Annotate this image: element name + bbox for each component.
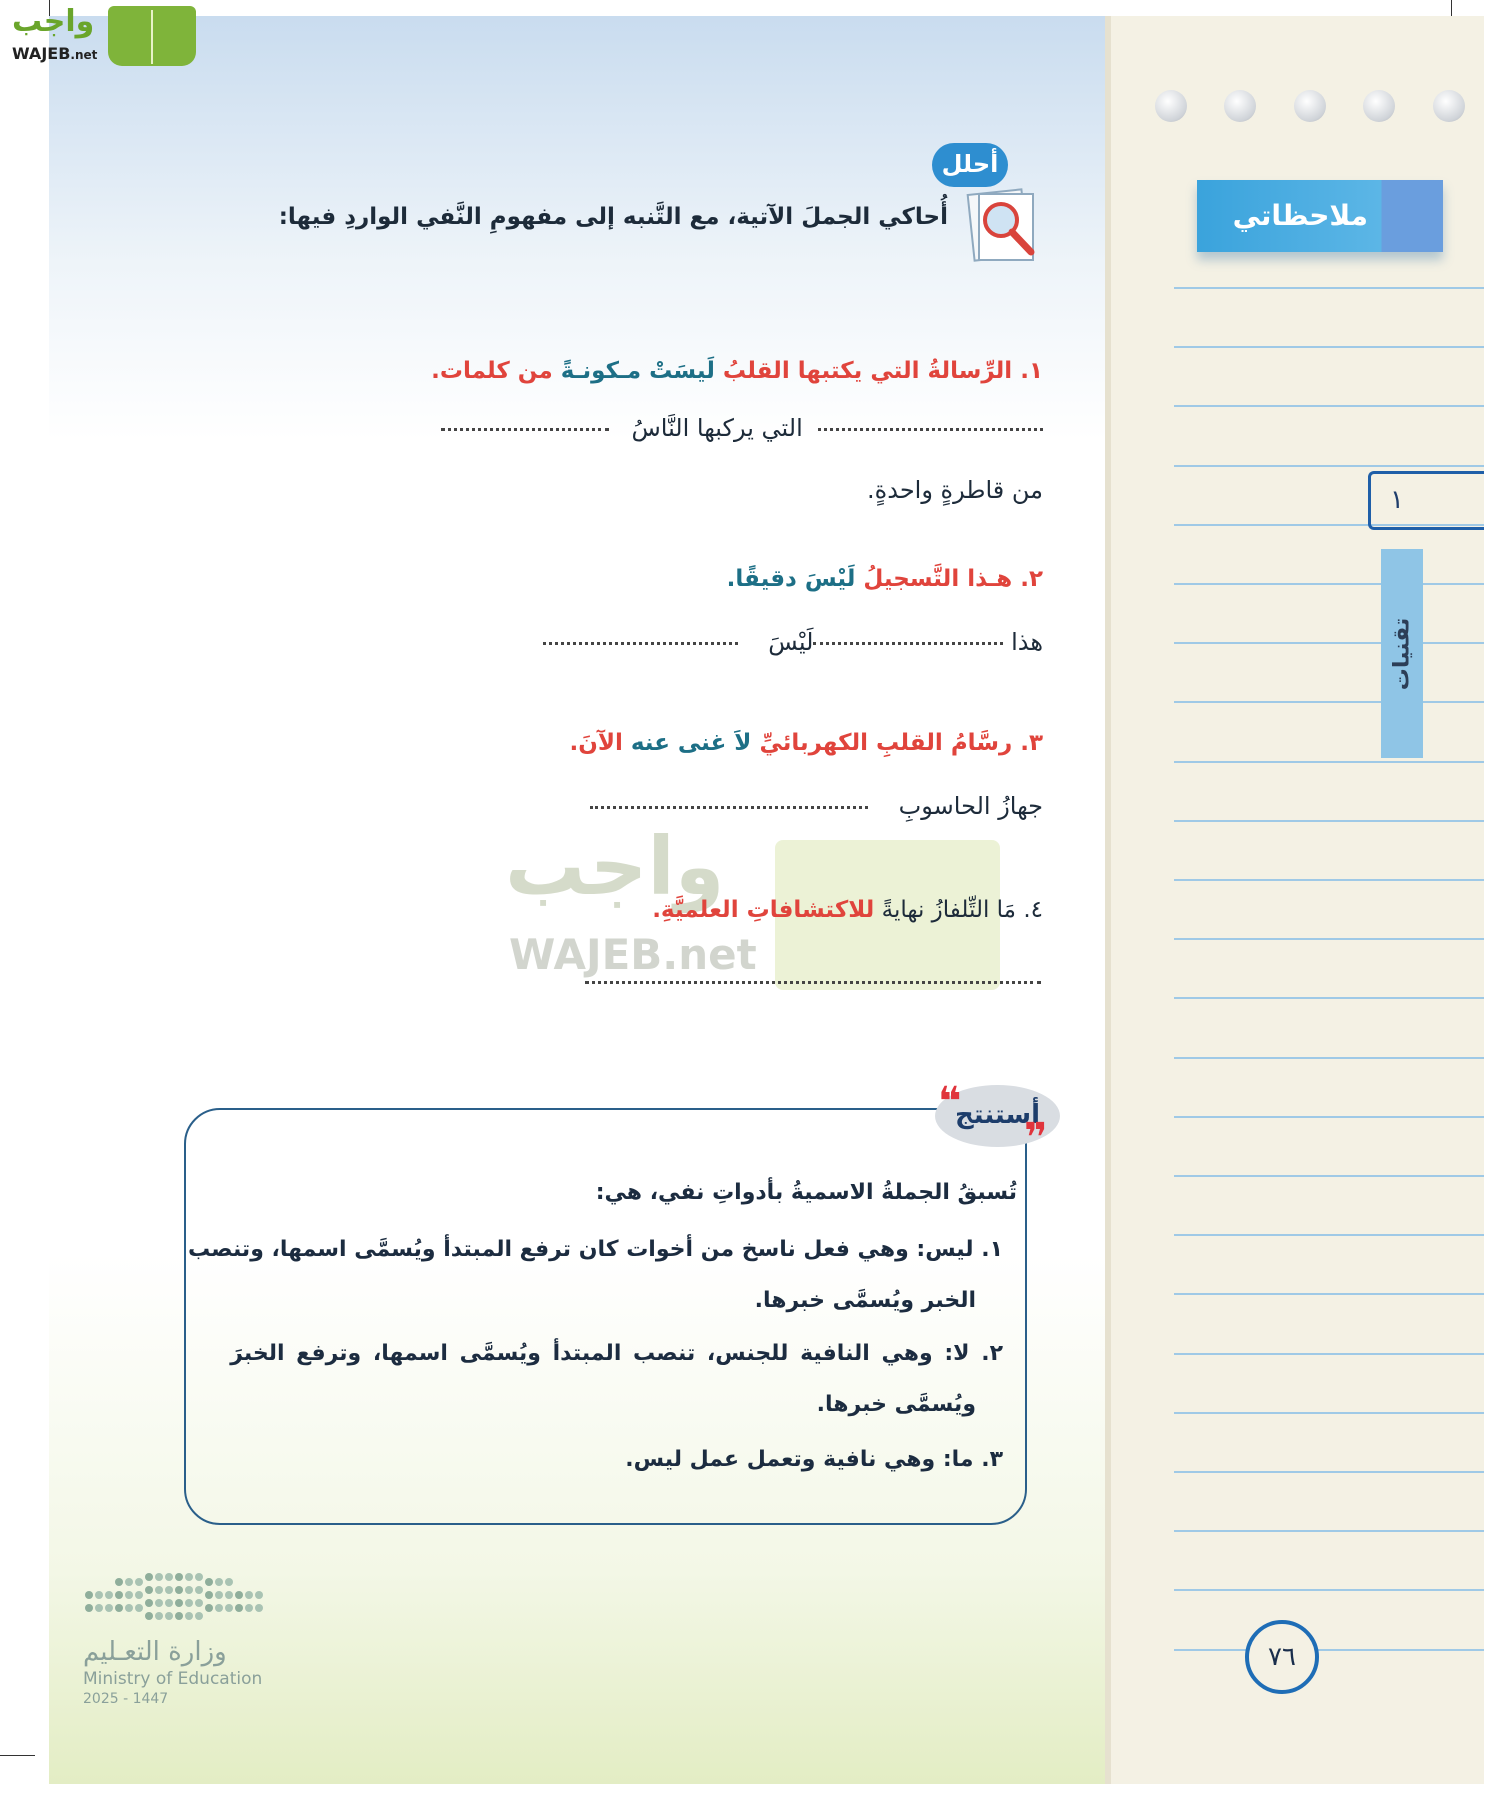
- note-line: [1174, 583, 1484, 585]
- note-line: [1174, 1589, 1484, 1591]
- binder-hole: [1363, 90, 1395, 122]
- note-line: [1174, 1412, 1484, 1414]
- note-line: [1174, 346, 1484, 348]
- quote-close-icon: ❞: [1024, 1115, 1048, 1161]
- note-line: [1174, 1234, 1484, 1236]
- ministry-logo: وزارة التعـليم Ministry of Education 2025 - 1447: [83, 1561, 263, 1707]
- item-2: ٢. هـذا التَّسجيلُ لَيْسَ دقيقًا.: [726, 566, 1043, 592]
- note-line: [1174, 465, 1484, 467]
- note-line: [1174, 997, 1484, 999]
- note-line: [1174, 701, 1484, 703]
- ministry-dots-icon: [83, 1561, 263, 1625]
- quote-open-icon: ❝: [938, 1079, 962, 1125]
- notes-title: ملاحظاتي: [1197, 180, 1443, 252]
- note-line: [1174, 1353, 1484, 1355]
- blank-line[interactable]: [818, 428, 1043, 431]
- conclude-badge: أستنتج: [935, 1085, 1060, 1147]
- note-line: [1174, 938, 1484, 940]
- item-1: ١. الرِّسالةُ التي يكتبها القلبُ لَيسَتْ مـكونـةً من كلمات.: [431, 358, 1043, 384]
- blank-line[interactable]: [585, 981, 1041, 984]
- rule-2-cont: ويُسمَّى خبرها.: [816, 1392, 976, 1417]
- binder-hole: [1294, 90, 1326, 122]
- instruction: أُحاكي الجملَ الآتية، مع التَّنبه إلى مفهومِ النَّفي الواردِ فيها:: [278, 204, 948, 230]
- item-1-answer-line: التي يركبها النَّاسُ: [441, 414, 1043, 442]
- item-4: ٤. مَا التِّلفازُ نهايةً للاكتشافاتِ العلميَّةِ.: [652, 897, 1043, 923]
- notes-column: [1105, 16, 1484, 1784]
- conclusion-intro: تُسبقُ الجملةُ الاسميةُ بأدواتِ نفي، هي:: [595, 1180, 1017, 1205]
- binder-hole: [1224, 90, 1256, 122]
- binder-hole: [1433, 90, 1465, 122]
- item-2-answer-line: هذا لَيْسَ: [543, 628, 1043, 656]
- magnifier-document-icon: [965, 188, 1047, 264]
- blank-line[interactable]: [543, 642, 738, 645]
- note-line: [1174, 642, 1484, 644]
- item-3: ٣. رسَّامُ القلبِ الكهربائيِّ لاَ غنى عنه الآنَ.: [569, 730, 1043, 756]
- note-line: [1174, 1175, 1484, 1177]
- note-line: [1174, 1293, 1484, 1295]
- section-tab: تقنيات: [1381, 549, 1423, 758]
- note-line: [1174, 761, 1484, 763]
- note-line: [1174, 1116, 1484, 1118]
- rule-2: ٢. لا: وهي النافية للجنس، تنصب المبتدأ ويُسمَّى اسمها، وترفع الخبرَ: [230, 1341, 1003, 1366]
- binder-hole: [1155, 90, 1187, 122]
- note-line: [1174, 287, 1484, 289]
- note-line: [1174, 1471, 1484, 1473]
- analyze-badge: أحلل: [932, 143, 1008, 187]
- rule-3: ٣. ما: وهي نافية وتعمل عمل ليس.: [625, 1447, 1003, 1472]
- blank-line[interactable]: [590, 806, 868, 809]
- note-line: [1174, 879, 1484, 881]
- note-line: [1174, 1649, 1484, 1651]
- rule-1-cont: الخبر ويُسمَّى خبرها.: [754, 1288, 976, 1313]
- note-line: [1174, 405, 1484, 407]
- note-line: [1174, 1057, 1484, 1059]
- item-1-line3: من قاطرةٍ واحدةٍ.: [867, 476, 1043, 504]
- note-line: [1174, 1530, 1484, 1532]
- blank-line[interactable]: [441, 428, 609, 431]
- chapter-tab: ١: [1368, 471, 1484, 530]
- page-number: ٧٦: [1245, 1620, 1319, 1694]
- item-3-answer-line: جهازُ الحاسوبِ: [590, 792, 1043, 820]
- note-line: [1174, 820, 1484, 822]
- blank-line[interactable]: [813, 642, 1003, 645]
- rule-1: ١. ليس: وهي فعل ناسخ من أخوات كان ترفع المبتدأ ويُسمَّى اسمها، وتنصب: [187, 1237, 1003, 1262]
